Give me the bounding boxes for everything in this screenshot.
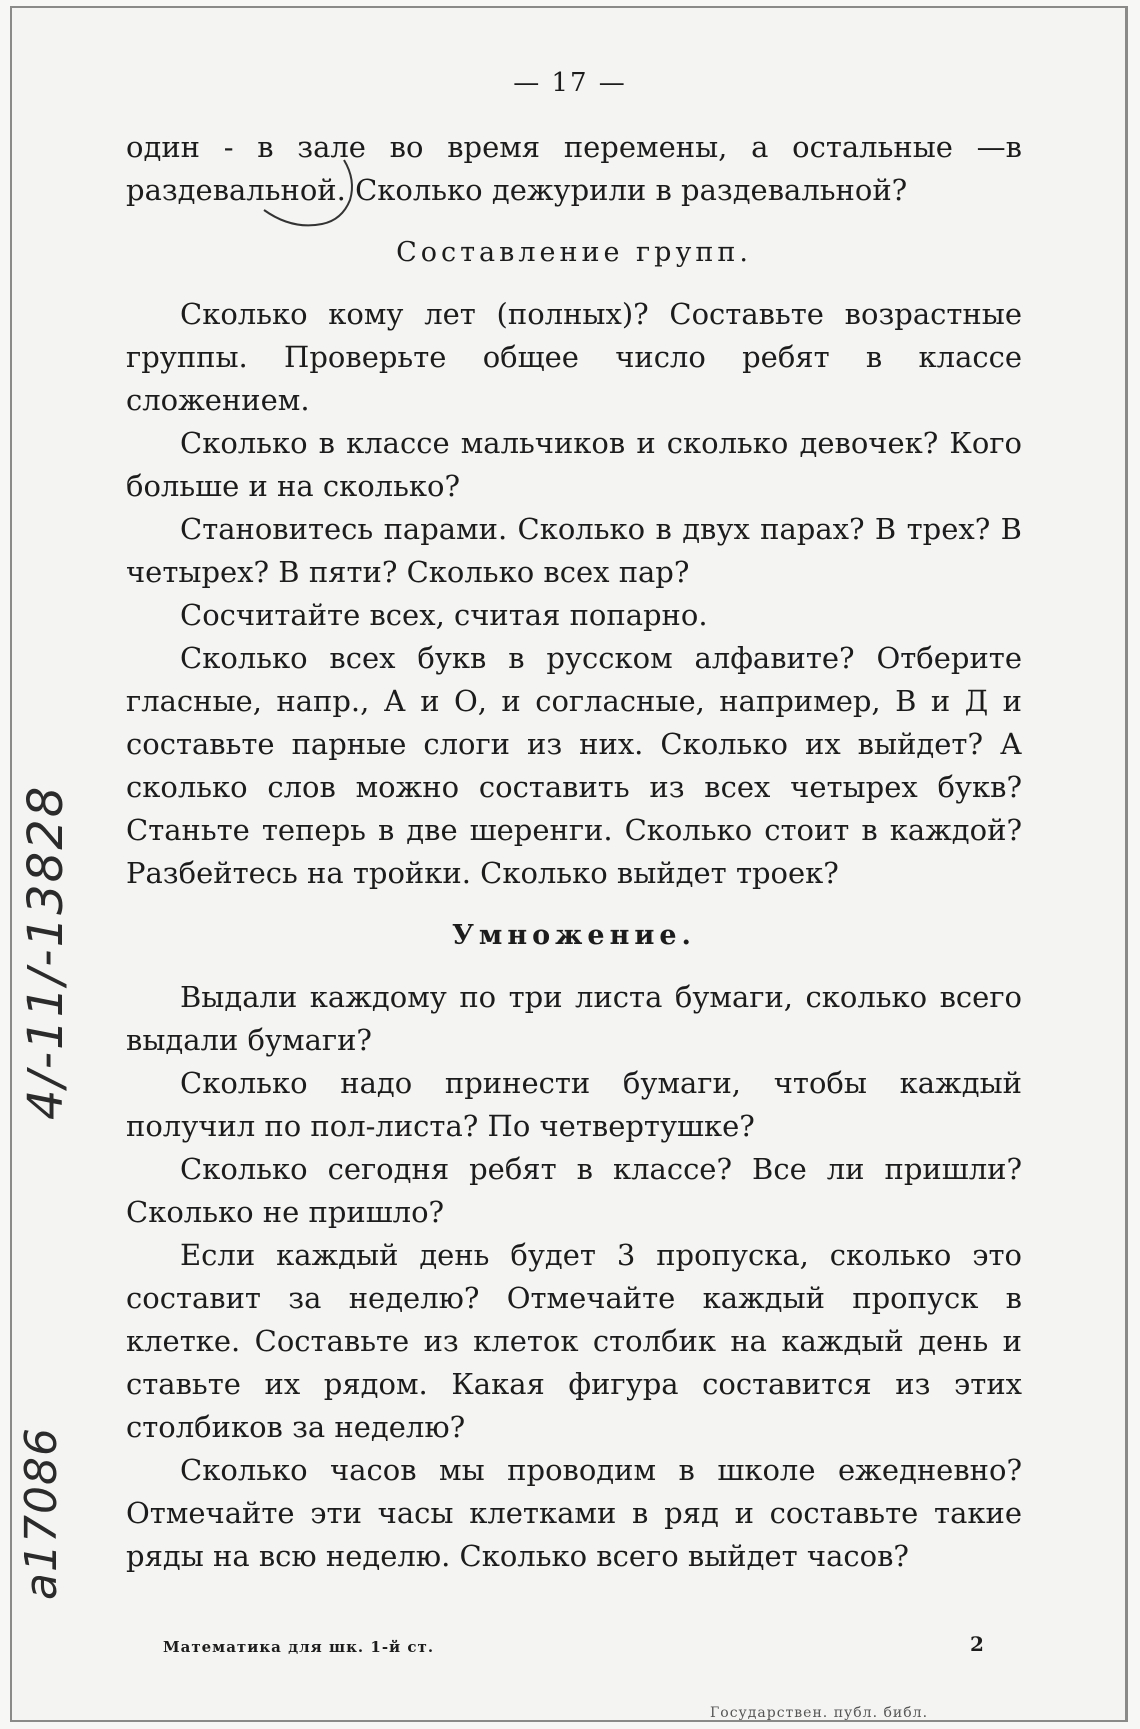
text-body <box>126 126 1022 1578</box>
footer-signature: Математика для шк. 1-й ст. <box>163 1638 435 1656</box>
section-heading-multiplication: Умножение. <box>452 920 696 951</box>
page-number: — 17 — <box>513 68 627 98</box>
paragraph: Сколько кому лет (полных)? Составьте возрастные группы. Проверьте общее число ребят в классе сложением. <box>126 297 1022 417</box>
library-stamp: Государствен. публ. библ. <box>710 1705 929 1721</box>
paragraph: Если каждый день будет 3 пропуска, сколько это составит за неделю? Отмечайте каждый пропуск в клетке. Составьте из клеток столбик на каждый день и ставьте их рядом. Какая фигура составится из этих столбиков за неделю? <box>126 1238 1022 1444</box>
section-heading-groups: Составление групп. <box>396 237 752 268</box>
intro-paragraph: один - в зале во время перемены, а остальные —в раздевальной. Сколько дежурили в раздевальной? <box>126 130 1022 207</box>
paragraph: Сколько всех букв в русском алфавите? Отберите гласные, напр., А и О, и согласные, например, В и Д и составьте парные слоги из них. Сколько их выйдет? А сколько слов можно составить из всех четырех букв? Станьте теперь в две шеренги. Сколько стоит в каждой? Разбейтесь на тройки. Сколько выйдет троек? <box>126 641 1022 890</box>
paragraph: Сколько в классе мальчиков и сколько девочек? Кого больше и на сколько? <box>126 426 1022 503</box>
paragraph: Сосчитайте всех, считая попарно. <box>180 598 708 632</box>
inventory-number: a17086 <box>16 1427 67 1600</box>
footer-sheet-number: 2 <box>970 1632 984 1656</box>
paragraph: Сколько часов мы проводим в школе ежедневно? Отмечайте эти часы клетками в ряд и составьте такие ряды на всю неделю. Сколько всего выйдет часов? <box>126 1453 1022 1573</box>
paragraph: Выдали каждому по три листа бумаги, сколько всего выдали бумаги? <box>126 980 1022 1057</box>
paragraph: Сколько надо принести бумаги, чтобы каждый получил по пол-листа? По четвертушке? <box>126 1066 1022 1143</box>
library-shelf-mark: 4/-11/-13828 <box>18 784 74 1120</box>
paragraph: Становитесь парами. Сколько в двух парах? В трех? В четырех? В пяти? Сколько всех пар? <box>126 512 1022 589</box>
paragraph: Сколько сегодня ребят в классе? Все ли пришли? Сколько не пришло? <box>126 1152 1022 1229</box>
